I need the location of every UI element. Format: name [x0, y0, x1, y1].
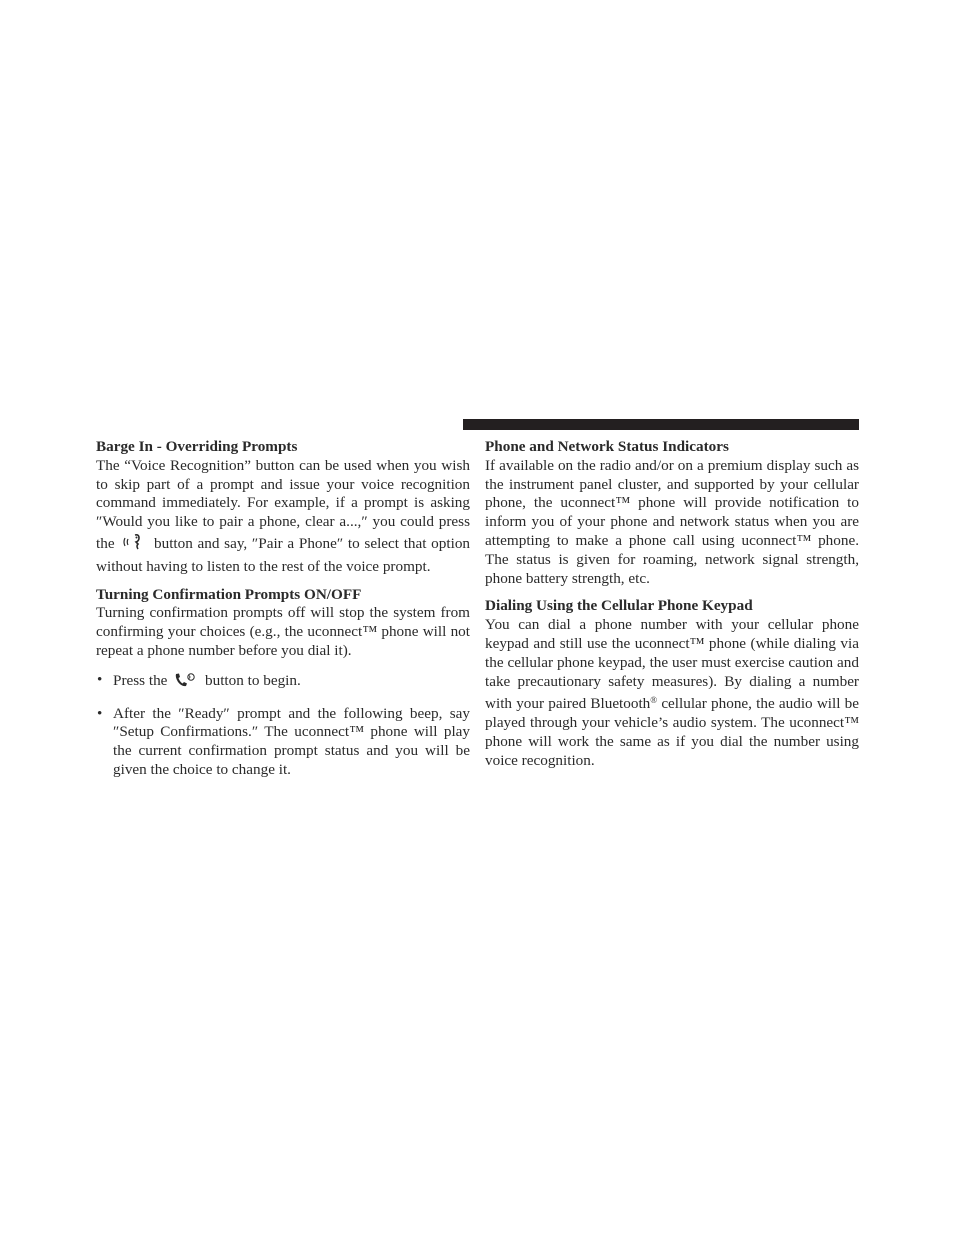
- list-item: • After the ″Ready″ prompt and the following beep, say ″Setup Confirmations.″ The uconnect™ phone will play the current confirmation prompt status and you will be given the choice to change it.: [96, 705, 470, 780]
- barge-in-heading: Barge In - Overriding Prompts: [96, 438, 298, 455]
- left-column: [96, 438, 470, 789]
- status-indicators-heading: Phone and Network Status Indicators: [485, 438, 729, 455]
- turning-confirmation-section: [96, 586, 470, 780]
- status-indicators-section: [485, 438, 859, 588]
- barge-in-section: [96, 438, 470, 577]
- dialing-keypad-paragraph: You can dial a phone number with your cellular phone keypad and still use the uconnect™ phone (while dialing via the cellular phone keypad, the user must exercise caution and take precautionary safety measures). By dialing a number with your paired Bluetooth® cellular phone, the audio will be played through your vehicle’s audio system. The uconnect™ phone will work the same as if you dial the number using voice recognition.: [485, 616, 859, 769]
- voice-recognition-icon: [121, 532, 147, 558]
- dialing-keypad-heading: Dialing Using the Cellular Phone Keypad: [485, 597, 753, 615]
- list-item: • Press the button to begin.: [96, 671, 470, 695]
- registered-mark: ®: [650, 695, 658, 706]
- section-header-bar: [463, 419, 859, 430]
- phone-icon: [173, 671, 199, 695]
- confirmation-steps-list: [96, 671, 470, 780]
- dialing-keypad-section: [485, 597, 859, 770]
- status-indicators-paragraph: If available on the radio and/or on a premium display such as the instrument panel cluster, and supported by your cellular phone, the uconnect™ phone will provide notification to inform you of your phone and network status when you are attempting to make a phone call using uconnect™ phone. The status is given for roaming, network signal strength, phone battery strength, etc.: [485, 456, 859, 587]
- right-column: [485, 438, 859, 780]
- turning-confirmation-heading: Turning Confirmation Prompts ON/OFF: [96, 585, 362, 603]
- turning-confirmation-paragraph: Turning confirmation prompts off will stop the system from confirming your choices (e.g., the uconnect™ phone will not repeat a phone number before you dial it).: [96, 604, 470, 659]
- barge-in-paragraph: The “Voice Recognition” button can be used when you wish to skip part of a prompt and issue your voice recognition command immediately. For example, if a prompt is asking ″Would you like to pair a phone, clear a...,″ you could press the button and say, ″Pair a Phone″ to select that option without having to listen to the rest of the voice prompt.: [96, 456, 471, 575]
